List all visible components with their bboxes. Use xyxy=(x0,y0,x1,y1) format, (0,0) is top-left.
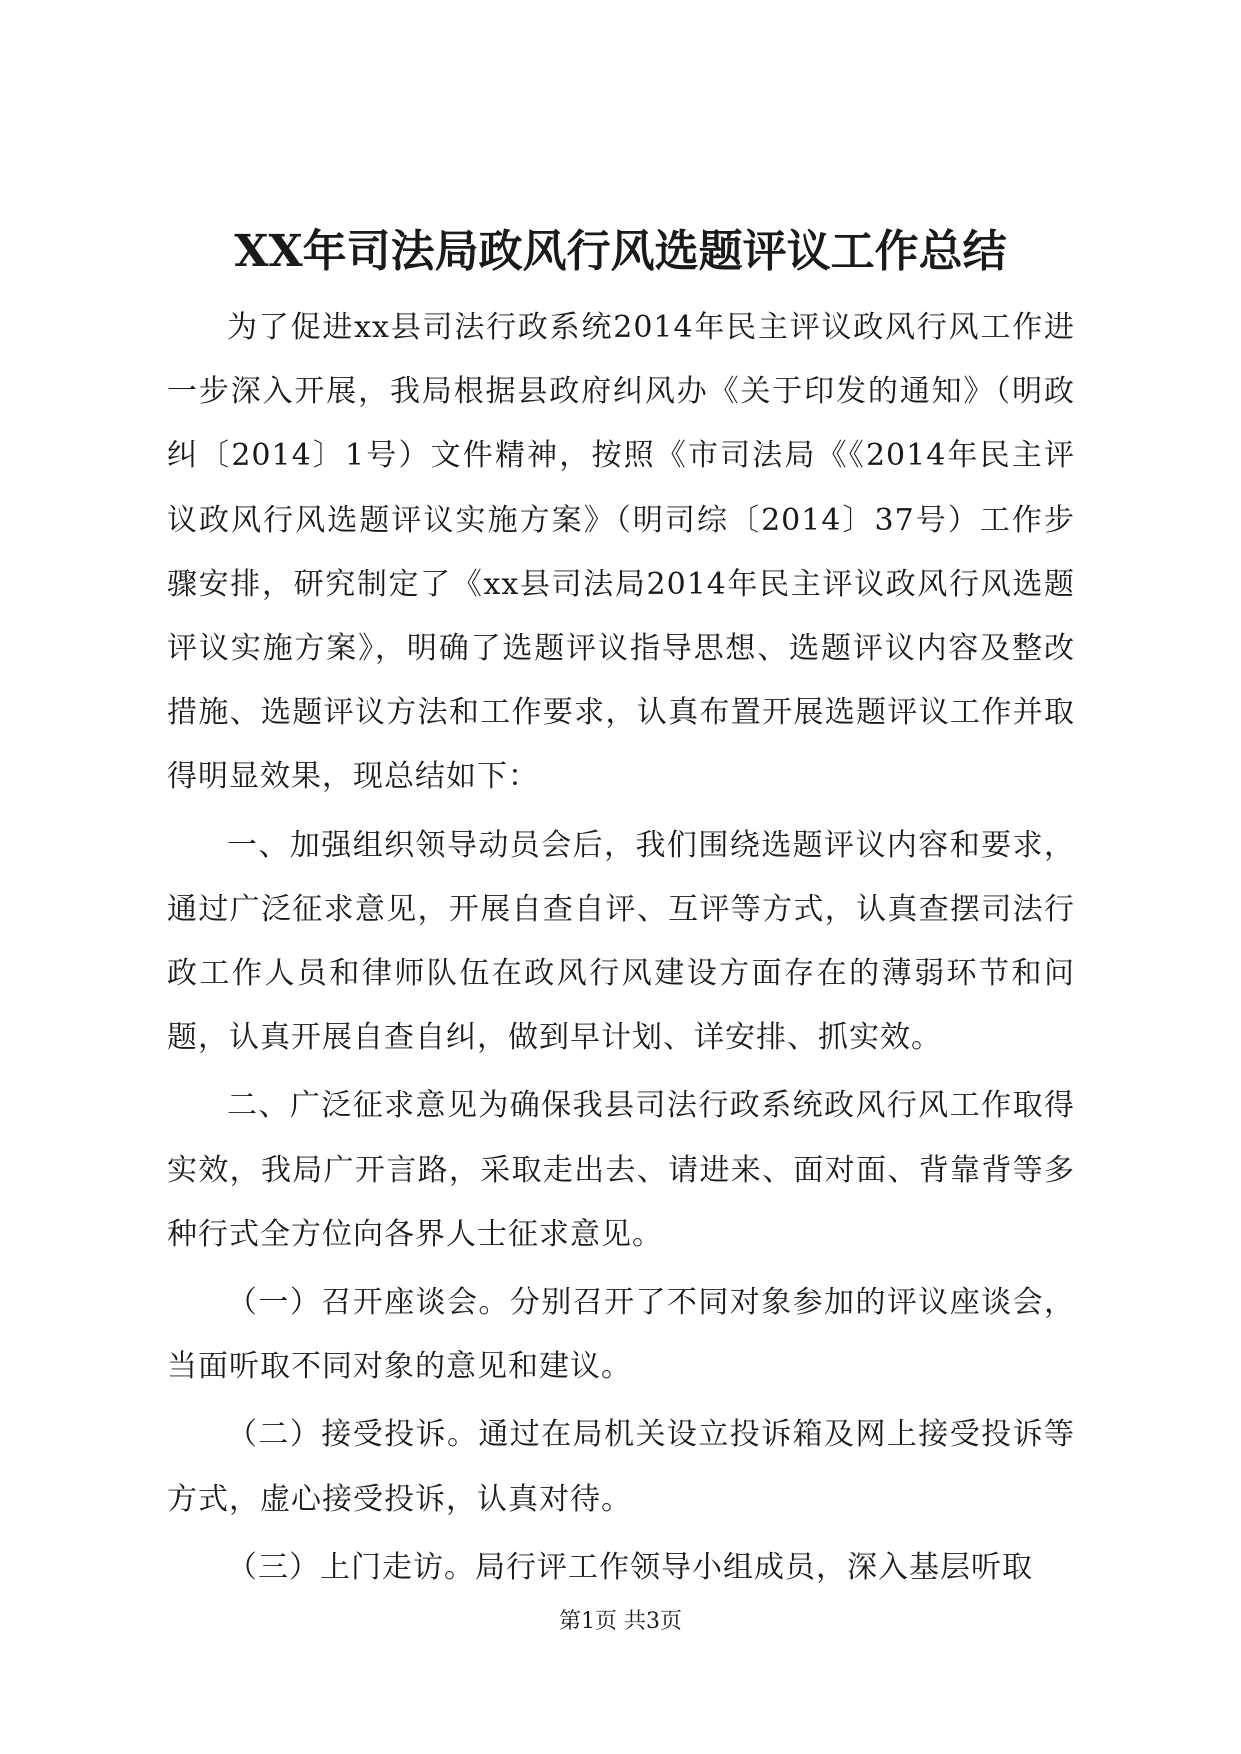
document-body xyxy=(167,296,1075,1604)
page-footer: 第1页 共3页 xyxy=(559,1609,682,1634)
paragraph-intro: 为了促进xx县司法行政系统2014年民主评议政风行风工作进一步深入开展，我局根据县政府纠风办《关于印发的通知》（明政纠〔2014〕1号）文件精神，按照《市司法局《《2014年民主评议政风行风选题评议实施方案》（明司综〔2014〕37号）工作步骤安排，研究制定了《xx县司法局2014年民主评议政风行风选题评议实施方案》，明确了选题评议指导思想、选题评议内容及整改措施、选题评议方法和工作要求，认真布置开展选题评议工作并取得明显效果，现总结如下： xyxy=(167,310,1075,795)
paragraph-item-1: （一）召开座谈会。分别召开了不同对象参加的评议座谈会，当面听取不同对象的意见和建议。 xyxy=(167,1285,1075,1385)
document-title: XX年司法局政风行风选题评议工作总结 xyxy=(234,226,1007,277)
paragraph-section-1: 一、加强组织领导动员会后，我们围绕选题评议内容和要求，通过广泛征求意见，开展自查自评、互评等方式，认真查摆司法行政工作人员和律师队伍在政风行风建设方面存在的薄弱环节和问题，认真开展自查自纠，做到早计划、详安排、抓实效。 xyxy=(167,827,1075,1056)
paragraph-item-3: （三）上门走访。局行评工作领导小组成员，深入基层听取 xyxy=(227,1549,1033,1585)
paragraph-section-2: 二、广泛征求意见为确保我县司法行政系统政风行风工作取得实效，我局广开言路，采取走出去、请进来、面对面、背靠背等多种行式全方位向各界人士征求意见。 xyxy=(167,1088,1075,1252)
paragraph-item-2: （二）接受投诉。通过在局机关设立投诉箱及网上接受投诉等方式，虚心接受投诉，认真对待。 xyxy=(167,1417,1075,1517)
